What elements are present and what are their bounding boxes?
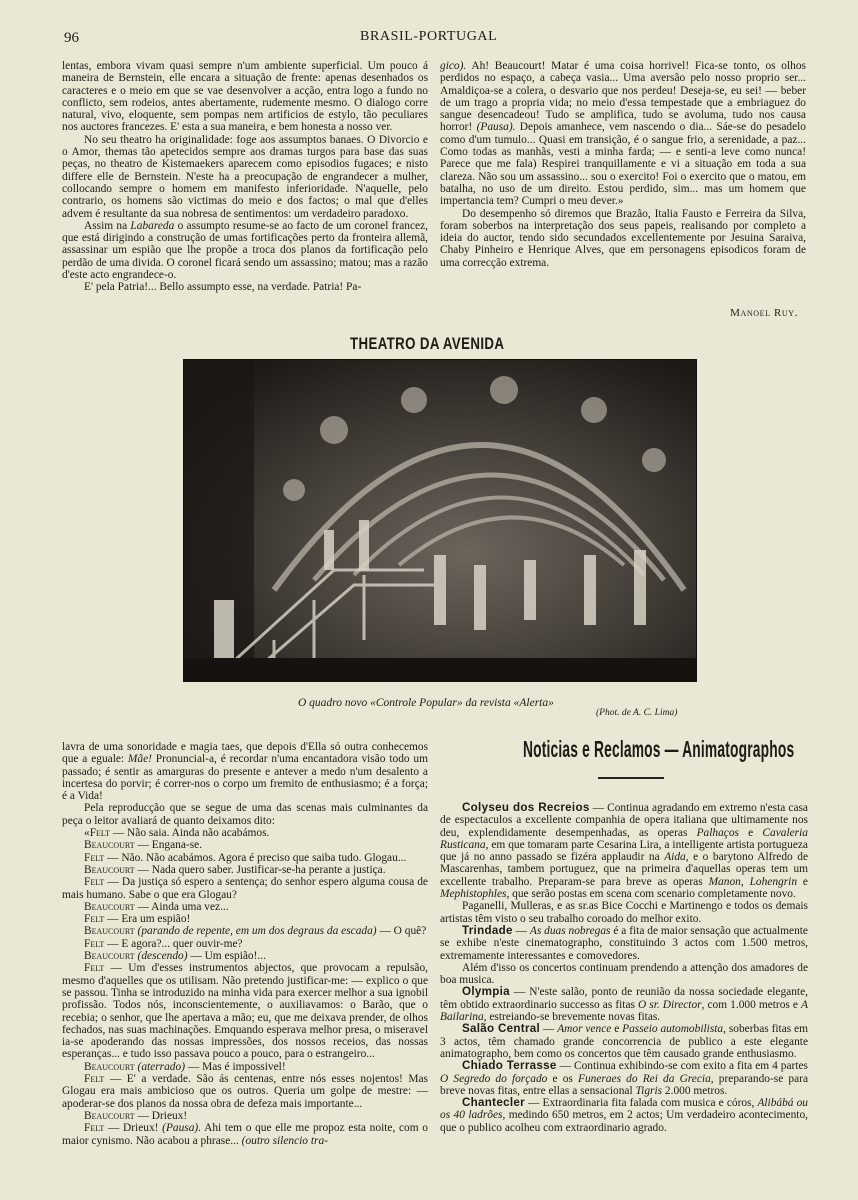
photo-caption: O quadro novo «Controle Popular» da revista «Alerta» [298,697,554,709]
text-run: — [512,924,530,937]
venue-name: Salão Central [462,1022,541,1036]
text-run: — Da justiça só espero a sentença; do senhor espero alguma cousa de mais humano. Sabe o que era Glogau? [62,876,428,901]
text-run: Ahi tem o que elle me propoz esta noite, com o maior cynismo. Não acabou a phrase... [62,1122,428,1147]
paragraph [62,950,428,962]
paragraph [62,938,428,950]
paragraph [62,1061,428,1073]
paragraph [440,1023,808,1060]
speaker-name: Felt [89,827,110,840]
text-run: e os [547,1072,579,1085]
speaker-name: Felt [84,1073,105,1086]
text-run: lavra de uma sonoridade e magia taes, que depois d'Ella só outra conhecemos que a eguale: [62,741,428,766]
paragraph [62,1122,428,1147]
text-run: — Continua agradando em extremo n'esta casa de espectaculos a excellente companhia de opera italiana que ultimamente nos deu, explendidamente desempenhadas, as operas [440,802,808,839]
text-run: — Nada quero saber. Justificar-se-ha perante a justiça. [134,863,386,876]
paragraph [62,864,428,876]
paragraph [62,827,428,839]
text-run: e [797,875,808,888]
text-run: , medindo 650 metros, em 2 actos; Um verdadeiro acontecimento, que o publico acolheu com extraordinario agrado. [440,1109,808,1134]
paragraph [440,900,808,925]
paragraph [440,1060,808,1097]
text-run: e [738,826,763,839]
text-run: — Drieux! [104,1122,163,1135]
paragraph [62,802,428,827]
italic-text: Manon [708,875,741,888]
italic-text: Passeio automobilista [622,1023,724,1036]
italic-text: Palhaços [696,826,739,839]
text-run: e [611,1023,623,1036]
speaker-name: Felt [84,851,105,864]
text-run: , em que tomaram parte Cesarina Lira, a intelligente artista portugueza que já no anno passado se fizéra applaudir na [440,838,808,864]
photo-credit: (Phot. de A. C. Lima) [596,708,678,718]
paragraph [62,839,428,851]
paragraph [440,962,808,987]
italic-text: Amor vence [557,1023,612,1036]
paragraph [62,962,428,1060]
text-run: — Continua exhibindo-se com exito a fita em 4 partes [556,1060,808,1073]
text-run: — Drieux! [134,1109,188,1122]
italic-text: (descendo) [137,950,188,963]
text-run: — O quê? [376,925,427,938]
paragraph [440,802,808,900]
section-divider [598,777,664,779]
speaker-name: Beaucourt [84,925,135,938]
italic-text: gico). [440,60,467,72]
italic-text: Funeraes do Rei da Grecia [578,1072,711,1085]
italic-text: Mephistophles [440,888,507,901]
italic-text: As duas nobregas [529,924,611,937]
article-bottom-left-column [62,741,428,1147]
italic-text: Cavaleria Rusticana [440,826,808,851]
speaker-name: Beaucourt [84,950,135,963]
paragraph [62,852,428,864]
text-run: 2.000 metros. [662,1084,728,1097]
text-run: — [540,1023,558,1036]
text-run: — Um d'esses instrumentos abjectos, que provocam a repulsão, mesmo d'aquelles que os utilisam. Não pretendo justificar-me: — explico o que se passou. Tinha se introduzido na minha vida para exercer melhor a sua ignobil profissão. Todos nós, inconscientemente, o auxiliavamos: o Barão, que o recebia; o senhor, que lhe apertava a mão; eu, que me deixava prender, de olhos fechados, nas suas machinações. Emquando esperava melhor presa, o miseravel ia-se apoderando das nossas impressões, dos nossos receios, das nossas esperanças... e tudo isso passava pouco a pouco, para o estrangeiro... [62,962,428,1061]
italic-text: Labareda [130,219,175,232]
news-column [440,802,808,1134]
text-run: Paganelli, Mulleras, e as sr.as Bice Cocchi e Martinengo e todos os demais artistas têm visto o seu trabalho coroado do melhor exito. [440,900,808,925]
author-signature: Manoel Ruy. [730,307,798,319]
page-number: 96 [64,30,79,46]
paragraph [440,986,808,1023]
text-run: , [740,875,750,888]
section-heading-news: Noticias e Reclamos — Animatographos [523,736,795,762]
paragraph [440,60,806,208]
text-run: — Não saia. Ainda não acabámos. [109,827,270,840]
text-run: — Era um espião! [104,913,191,926]
italic-text: O Segredo do forçado [440,1072,548,1085]
paragraph [62,901,428,913]
speaker-name: Felt [84,962,105,975]
text-run: , e o barytono Alfredo de Mascarenhas, tambem portuguez, que na primeira d'aquellas operas tem um excellente trabalho. Preparam-se para breve as operas [440,851,808,888]
article-top-right-column [440,60,806,269]
text-run: o assumpto resume-se ao facto de um coronel francez, que está dirigindo a construção de umas fortificações perto da fronteira allemã, assassinar um espião que lhe propõe a troca dos planos da fortificação pelo perdão de uma divida. O coronel ficará sendo um assassino; matou; mas a razão d'este acto engrandece-o. [62,219,428,282]
venue-name: Chiado Terrasse [462,1059,557,1073]
text-run: — E' a verdade. São ás centenas, entre nós esses nojentos! Mas Glogau era mais ambicioso que os outros. Queria um golpe de mestre: — apoderar-se dos planos da nossa obra de defeza mais importante... [62,1073,428,1110]
italic-text: (parando de repente, em um dos degraus da escada) [137,925,377,938]
text-run: , estreiando-se brevemente novas fitas. [483,1011,661,1024]
text-run: Assim na [84,219,131,232]
italic-text: Lohengrin [749,875,798,888]
speaker-name: Beaucourt [84,900,135,913]
text-run: — Ainda uma vez... [134,900,229,913]
stage-scene-illustration [184,360,696,681]
text-run: Pronuncial-a, é recordar n'uma encantadora visão todo um passado; é sentir as amarguras do presente e antever a medo n'um desalento a incertesa do porvir; é correr-nos o corpo um fremito de enthusiasmo; é a força; é a Vida! [62,753,428,803]
text-run: E' pela Patria!... Bello assumpto esse, na verdade. Patria! Pa- [84,281,362,294]
paragraph [62,1110,428,1122]
venue-name: Trindade [462,923,513,937]
italic-text: (outro silencio tra- [241,1134,328,1147]
speaker-name: Felt [84,937,105,950]
text-run: Pela reproducção que se segue de uma das scenas mais culminantes da peça o leitor avaliará de quanto deixamos dito: [62,802,428,827]
italic-text: (Pausa). [162,1122,202,1135]
italic-text: Tigris [635,1084,663,1097]
italic-text: Mãe! [127,753,152,766]
text-run: — Um espião!... [187,950,266,963]
paragraph [440,1097,808,1134]
italic-text: O sr. Director [638,998,702,1011]
article-top-left-column [62,60,428,294]
venue-name: Olympia [462,985,510,999]
text-run: — Mas é impossivel! [185,1060,286,1073]
text-run: , soberbas fitas em 3 actos, têm chamado grande concorrencia de publico a este elegante animatographo, bem como os concertos que têm causado grande enthusiasmo. [440,1023,809,1060]
italic-text: Alibábá ou os 40 ladrões [440,1097,808,1122]
text-run: Do desempenho só diremos que Brazão, Italia Fausto e Ferreira da Silva, foram soberbos na interpretação dos seus papeis, realisando por completo a ideia do auctor, tendo sido secundados excellentemente por Jesuina Saraiva, Chaby Pinheiro e Henrique Alves, que em personagens episodicos foram de uma correcção extrema. [440,207,806,269]
stage-photograph [183,359,697,682]
paragraph [440,925,808,962]
paragraph [62,925,428,937]
speaker-name: Beaucourt [84,863,135,876]
italic-text: A Bailarina [440,998,808,1024]
paragraph [62,60,428,134]
text-run: , com 1.000 metros e [701,998,802,1011]
speaker-name: Beaucourt [84,839,135,852]
text-run: — N'este salão, ponto de reunião da nossa sociedade elegante, têm obtido extraordinario successo as fitas [440,986,808,1011]
venue-name: Colyseu dos Recreios [462,801,590,814]
italic-text: (aterrado) [137,1060,185,1073]
text-run: — Extraordinaria fita falada com musica e córos, [524,1097,758,1110]
text-run: Além d'isso os concertos continuam prendendo a attenção dos amadores de boa musica. [440,961,808,987]
paragraph [62,741,428,802]
section-heading-theatre: THEATRO DA AVENIDA [350,334,505,353]
text-run: — Engana-se. [134,839,203,852]
text-run: Ah! Beaucourt! Matar é uma coisa horrivel! Fica-se tonto, os olhos perdidos no espaço, a cabeça vasia... Uma aversão pelo nosso proprio ser... Amaldiçoa-se a colera, o desvario que nos perdeu! Deseja-se, eu sei! — beber de um trago a propria vida; no meio d'essa tempestade que a embriaguez do sangue desencadeou! Tudo se amplifica, tudo se avoluma, tudo nos causa horror! [440,60,806,134]
venue-name: Chantecler [462,1096,525,1110]
speaker-name: Felt [84,913,105,926]
speaker-name: Felt [84,876,105,889]
text-run: — E agora?... quer ouvir-me? [104,937,243,950]
running-title: BRASIL-PORTUGAL [360,29,498,44]
text-run: , preparando-se para breve novas fitas, entre ellas a sensacional [440,1072,809,1097]
paragraph [62,281,428,293]
italic-text: Aida [664,851,686,864]
paragraph [440,208,806,269]
paragraph [62,134,428,220]
paragraph [62,1073,428,1110]
text-run: lentas, embora vivam quasi sempre n'um ambiente superficial. Um pouco á maneira de Bernstein, elle encara a situação de frente: apenas desenhados os caracteres e o meio em que se vae desenvolver a acção, entra logo a fundo no conflicto, sem rodeios, antes abertamente, rudemente mesmo. O dialogo corre natural, vivo, eloquente, sem pompas nem artificios de estylo, tão peculiares nos auctores francezes. E' esta a sua maneira, e bem honesta a nosso ver. [62,60,428,134]
paragraph [62,220,428,281]
speaker-name: Felt [84,1122,105,1135]
text-run: — Não. Não acabámos. Agora é preciso que saiba tudo. Glogau... [104,851,407,864]
italic-text: (Pausa). [476,121,516,134]
text-run: No seu theatro ha originalidade: foge aos assumptos banaes. O Divorcio e o Amor, themas tão apetecidos sempre aos dramas turgos para base das suas peças, no theatro de Kistemaekers aparecem como episodios fugaces; e nisto differe elle de Bernstein. N'este ha a preocupação de engrandecer a mulher, collocando sempre o homem em manifesto inferioridade. N'aquelle, pelo contrario, os homens são victimas do meio e dos factos; o mal que d'elles advem é resultante da sua nobresa de sentimentos: um verdadeiro paradoxo. [62,133,428,220]
paragraph [62,913,428,925]
text-run: « [84,827,90,840]
paragraph [62,876,428,901]
text-run: é a fita de maior sensação que actualmente se exhibe n'este cinematographo, constituindo 3 actos com 1.500 metros, extremamente interessantes e comovedores. [440,924,808,962]
text-run: Depois amanhece, vem nascendo o dia... Sáe-se do pesadelo como d'um tumulo... Quasi em transição, é o sangue frio, a serenidade, a paz... Como todas as manhãs, vesti a minha farda; — e senti-a leve como nunca! Parece que me fala) Respirei tranquillamente e vi a situação em toda a sua clareza. Não sou um assassino... sou o exercito! Foi o exercito que o matou, em batalha, no uso de um direito. Estou perdido, sim... mas um homem que impertancia tem? Cumpri o meu dever.» [440,121,806,208]
text-run: , que serão postas em scena com scenario completamente novo. [506,888,796,901]
speaker-name: Beaucourt [84,1109,135,1122]
speaker-name: Beaucourt [84,1060,135,1073]
